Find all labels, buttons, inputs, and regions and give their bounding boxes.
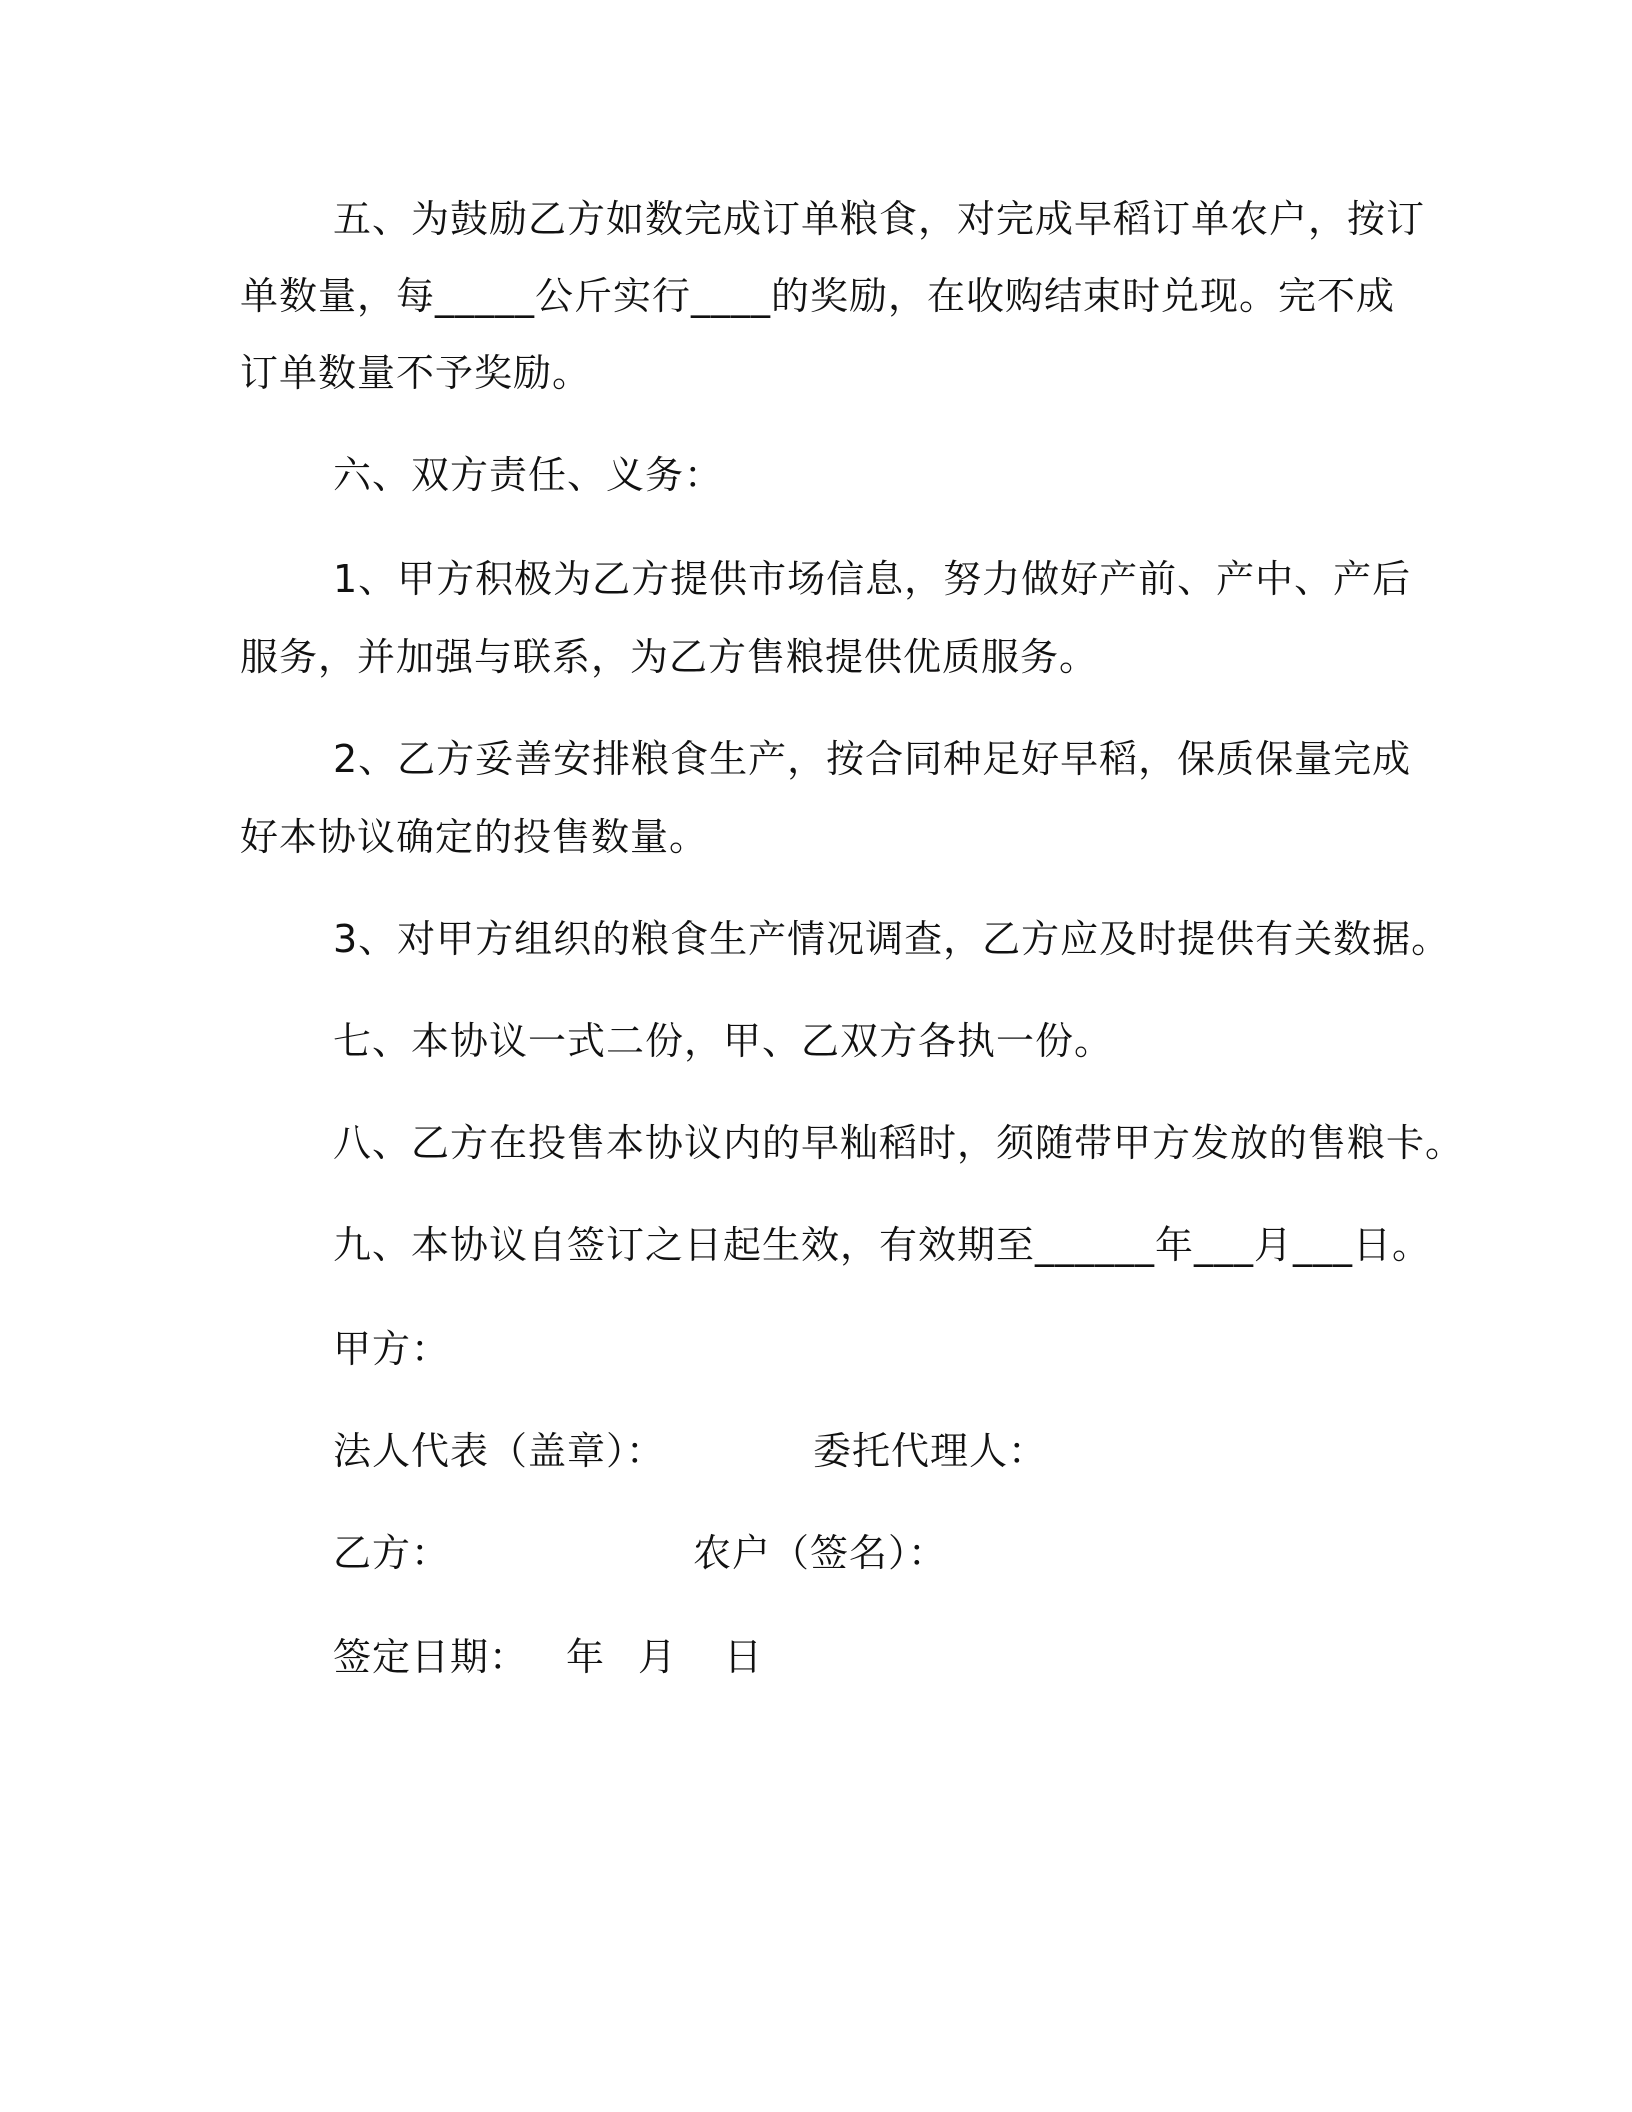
clause-6-item-2-line-2: 好本协议确定的投售数量。 [240, 815, 709, 859]
party-a-label: 甲方： [333, 1327, 451, 1371]
signing-date-label: 签定日期： [333, 1635, 529, 1679]
party-b-label: 乙方： [333, 1531, 451, 1575]
clause-9: 九、本协议自签订之日起生效，有效期至______年___月___日。 [333, 1223, 1432, 1267]
authorized-agent-label: 委托代理人： [813, 1429, 1048, 1473]
clause-6-item-3: 3、对甲方组织的粮食生产情况调查，乙方应及时提供有关数据。 [333, 917, 1451, 961]
clause-6-item-1-line-2: 服务，并加强与联系，为乙方售粮提供优质服务。 [240, 635, 1099, 679]
clause-6-heading: 六、双方责任、义务： [333, 453, 724, 497]
signing-date-year: 年 [566, 1635, 606, 1679]
clause-5-line-1: 五、为鼓励乙方如数完成订单粮食，对完成早稻订单农户，按订 [333, 197, 1426, 241]
legal-representative-label: 法人代表（盖章）： [333, 1429, 666, 1473]
clause-7: 七、本协议一式二份，甲、乙双方各执一份。 [333, 1019, 1114, 1063]
clause-5-line-2: 单数量，每_____公斤实行____的奖励，在收购结束时兑现。完不成 [240, 274, 1396, 318]
clause-6-item-2-line-1: 2、乙方妥善安排粮食生产，按合同种足好早稻，保质保量完成 [333, 737, 1412, 781]
clause-8: 八、乙方在投售本协议内的早籼稻时，须随带甲方发放的售粮卡。 [333, 1121, 1465, 1165]
signing-date-month: 月 [638, 1635, 678, 1679]
signing-date-day: 日 [724, 1635, 764, 1679]
clause-5-line-3: 订单数量不予奖励。 [240, 351, 592, 395]
farmer-signature-label: 农户（签名）： [693, 1531, 948, 1575]
clause-6-item-1-line-1: 1、甲方积极为乙方提供市场信息，努力做好产前、产中、产后 [333, 557, 1412, 601]
